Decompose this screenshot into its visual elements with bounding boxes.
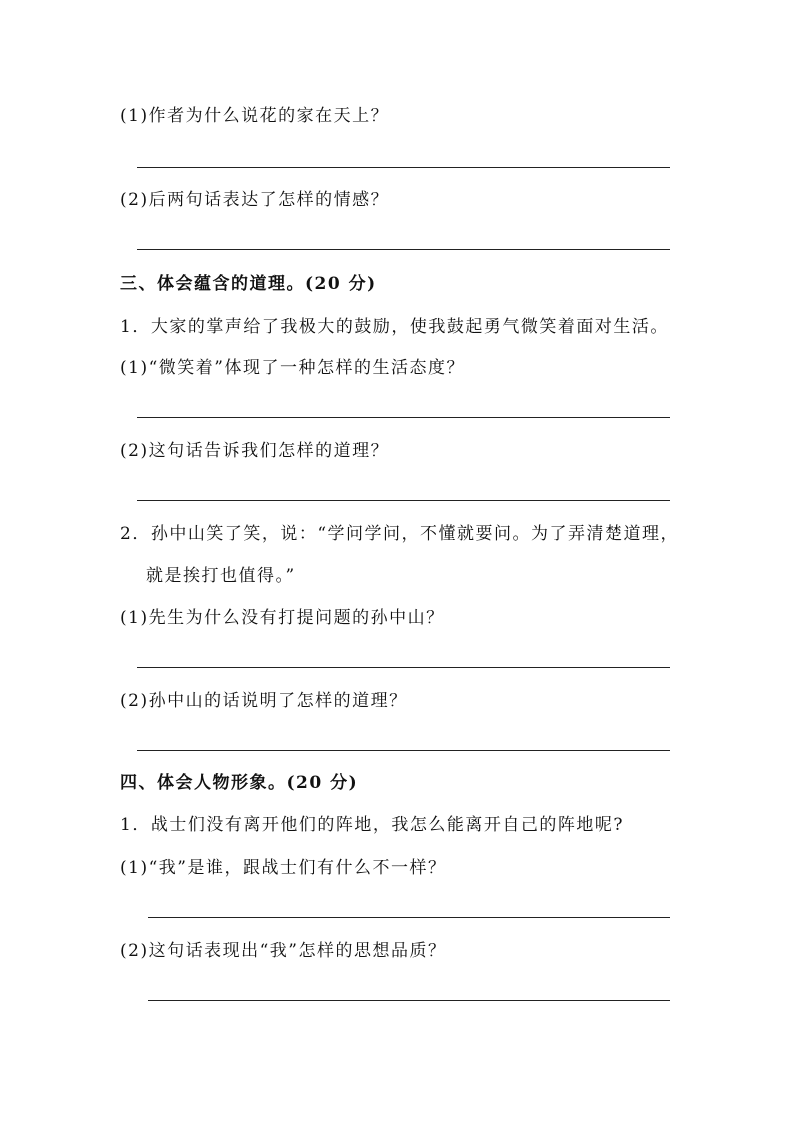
question-text: (2)后两句话表达了怎样的情感？ (120, 190, 390, 210)
sentence-text: 1．大家的掌声给了我极大的鼓励，使我鼓起勇气微笑着面对生活。 (120, 317, 669, 337)
answer-line[interactable] (148, 917, 670, 918)
question-text: (1)先生为什么没有打提问题的孙中山？ (120, 608, 445, 628)
sentence-text-continued: 就是挨打也值得。” (146, 566, 296, 586)
answer-line[interactable] (137, 417, 670, 418)
question-text: (2)这句话告诉我们怎样的道理？ (120, 441, 390, 461)
answer-line[interactable] (137, 249, 670, 250)
question-text: (1)作者为什么说花的家在天上？ (120, 106, 390, 126)
question-text: (1)“微笑着”体现了一种怎样的生活态度？ (120, 358, 465, 378)
sentence-text: 1．战士们没有离开他们的阵地，我怎么能离开自己的阵地呢? (120, 815, 624, 835)
question-text: (1)“我”是谁，跟战士们有什么不一样？ (120, 858, 447, 878)
question-text: (2)孙中山的话说明了怎样的道理？ (120, 691, 408, 711)
section-heading: 三、体会蕴含的道理。(20 分) (120, 274, 377, 294)
section-heading: 四、体会人物形象。(20 分) (120, 773, 359, 793)
answer-line[interactable] (148, 1000, 670, 1001)
sentence-text: 2．孙中山笑了笑，说：“学问学问，不懂就要问。为了弄清楚道理， (120, 524, 680, 544)
answer-line[interactable] (137, 667, 670, 668)
question-text: (2)这句话表现出“我”怎样的思想品质？ (120, 941, 447, 961)
answer-line[interactable] (137, 750, 670, 751)
answer-line[interactable] (137, 500, 670, 501)
answer-line[interactable] (137, 167, 670, 168)
